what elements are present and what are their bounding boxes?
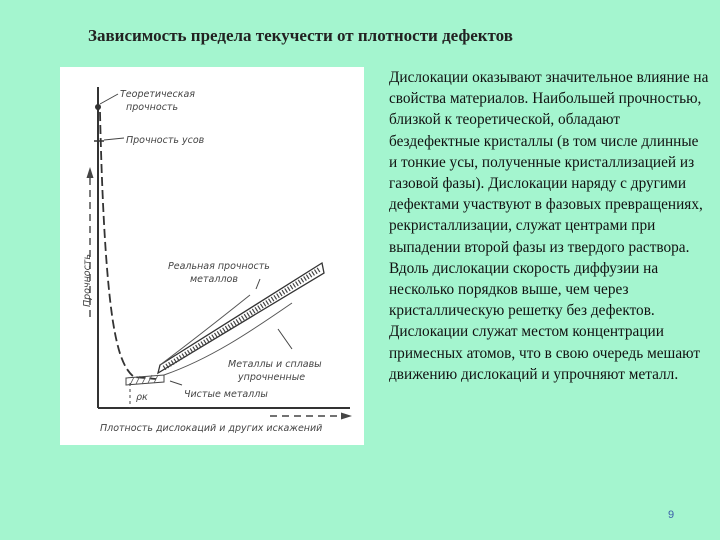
slide-title: Зависимость предела текучести от плотности дефектов <box>88 26 513 45</box>
label-whiskers: Прочность усов <box>126 135 205 146</box>
label-y-axis: Прочность <box>82 254 93 307</box>
body-paragraph: Дислокации оказывают значительное влияние на свойства материалов. Наибольшей прочностью, близкой к теоретической, обладают бездефектные кристаллы (в том числе длинные и тонкие усы, полученные кристаллизацией из газовой фазы). Дислокации наряду с другими дефектами участвуют в фазовых превращениях, рекристаллизации, служат центрами при выпадении второй фазы из твердого раствора. Вдоль дислокации скорость диффузии на несколько порядков выше, чем через кристаллическую решетку без дефектов. Дислокации служат местом концентрации примесных атомов, что в свою очередь мешают движению дислокаций и упрочняют металл. <box>389 69 709 383</box>
label-pure: Чистые металлы <box>184 389 268 400</box>
label-x-axis: Плотность дислокаций и других искажений <box>100 423 323 434</box>
strength-curve <box>100 112 156 379</box>
whiskers-leader <box>104 138 124 140</box>
page-number: 9 <box>668 509 675 521</box>
real-strength-hatch <box>164 269 320 368</box>
label-alloys-2: упрочненные <box>238 372 306 383</box>
pure-leader <box>170 381 182 385</box>
label-real-1: Реальная прочность <box>168 261 270 272</box>
label-theoretical-2: прочность <box>126 102 179 113</box>
diagram-svg <box>60 67 364 445</box>
label-alloys-1: Металлы и сплавы <box>228 359 322 370</box>
alloys-leader <box>278 329 292 349</box>
x-arrow-head <box>341 413 352 420</box>
pure-metals-zone <box>126 375 164 385</box>
theoretical-leader <box>100 94 118 104</box>
label-rho-k: ρк <box>136 392 148 403</box>
label-theoretical-1: Теоретическая <box>120 89 195 100</box>
y-arrow-head <box>87 167 94 178</box>
real-leader <box>256 279 260 289</box>
real-strength-band <box>158 263 324 373</box>
strength-diagram <box>60 67 364 445</box>
label-real-2: металлов <box>190 274 238 285</box>
theoretical-point <box>95 104 101 110</box>
